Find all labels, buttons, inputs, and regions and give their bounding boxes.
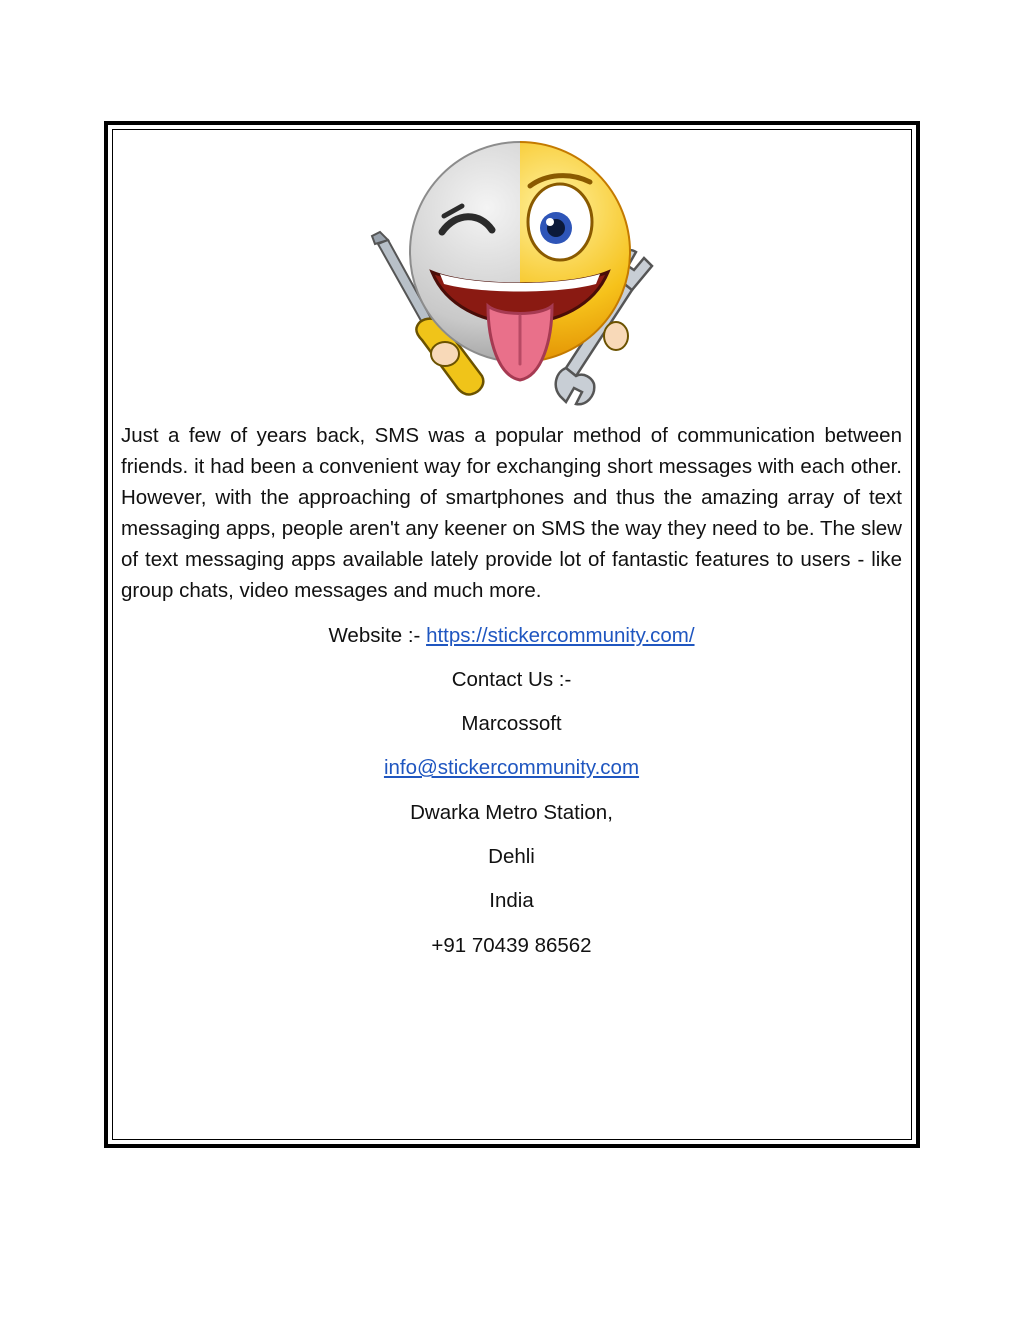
- winking-emoji-with-tools-icon: [370, 140, 660, 410]
- website-link[interactable]: https://stickercommunity.com/: [426, 624, 695, 647]
- address-line: Dwarka Metro Station,: [410, 801, 613, 824]
- city-line: Dehli: [488, 845, 535, 868]
- phone-number: +91 70439 86562: [431, 934, 592, 957]
- email-line: [121, 754, 902, 782]
- contact-heading: Contact Us :-: [451, 668, 572, 691]
- intro-paragraph: Just a few of years back, SMS was a popular method of communication between friends. it had been a convenient way for exchanging short messages with each other. However, with the approaching of smartphones and thus the amazing array of text messaging apps, people aren't any keener on SMS the way they need to be. The slew of text messaging apps available lately provide lot of fantastic features to users - like group chats, video messages and much more.: [121, 424, 902, 602]
- website-label: Website :-: [328, 624, 427, 647]
- country-line: India: [489, 889, 534, 912]
- website-line: [121, 622, 902, 650]
- email-link[interactable]: info@stickercommunity.com: [383, 756, 640, 779]
- company-name: Marcossoft: [461, 712, 562, 735]
